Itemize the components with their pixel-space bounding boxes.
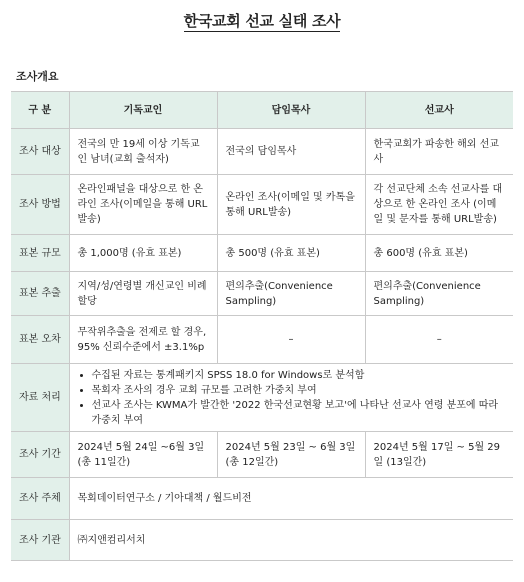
header-pastors: 담임목사: [217, 92, 365, 129]
cell-sampling-christians: 지역/성/연령별 개신교인 비례할당: [69, 272, 217, 316]
table-row-period: [11, 432, 513, 478]
row-label-processing: 자료 처리: [11, 364, 69, 432]
row-label-period: 조사 기간: [11, 432, 69, 478]
list-item: • 선교사 조사는 KWMA가 발간한 '2022 한국선교현황 보고'에 나타난 선교사 연령 분포에 따라 가중치 부여: [92, 398, 506, 428]
cell-period-pastors: 2024년 5월 23일 ~ 6월 3일 (총 12일간): [217, 432, 365, 478]
header-category: 구 분: [11, 92, 69, 129]
table-header-row: [11, 92, 513, 129]
cell-error-pastors: –: [217, 316, 365, 364]
table-row-size: [11, 235, 513, 272]
cell-period-missionaries: 2024년 5월 17일 ~ 5월 29일 (13일간): [365, 432, 513, 478]
row-label-agency: 조사 기관: [11, 520, 69, 561]
row-label-target: 조사 대상: [11, 129, 69, 175]
cell-agency-value: ㈜지앤컴리서치: [69, 520, 513, 561]
row-label-sampling: 표본 추출: [11, 272, 69, 316]
row-label-sponsor: 조사 주체: [11, 478, 69, 520]
cell-target-christians: 전국의 만 19세 이상 기독교인 남녀(교회 출석자): [69, 129, 217, 175]
cell-target-missionaries: 한국교회가 파송한 해외 선교사: [365, 129, 513, 175]
page-title: 한국교회 선교 실태 조사: [183, 12, 341, 30]
cell-sampling-missionaries: 편의추출(Convenience Sampling): [365, 272, 513, 316]
cell-error-missionaries: –: [365, 316, 513, 364]
list-item: • 수집된 자료는 통계패키지 SPSS 18.0 for Windows로 분석함: [92, 368, 506, 383]
cell-size-christians: 총 1,000명 (유효 표본): [69, 235, 217, 272]
processing-notes-list: [78, 368, 506, 428]
row-label-error: 표본 오차: [11, 316, 69, 364]
cell-error-christians: 무작위추출을 전제로 할 경우, 95% 신뢰수준에서 ±3.1%p: [69, 316, 217, 364]
table-row-method: [11, 175, 513, 235]
survey-overview-table: [11, 91, 513, 561]
cell-method-christians: 온라인패널을 대상으로 한 온라인 조사(이메일을 통해 URL발송): [69, 175, 217, 235]
table-row-error: [11, 316, 513, 364]
table-row-processing: [11, 364, 513, 432]
list-item: • 목회자 조사의 경우 교회 규모를 고려한 가중치 부여: [92, 383, 506, 398]
cell-sponsor-value: 목회데이터연구소 / 기아대책 / 월드비전: [69, 478, 513, 520]
section-label: 조사개요: [16, 70, 59, 83]
table-row-sampling: [11, 272, 513, 316]
header-christians: 기독교인: [69, 92, 217, 129]
table-row-sponsor: [11, 478, 513, 520]
cell-size-missionaries: 총 600명 (유효 표본): [365, 235, 513, 272]
cell-size-pastors: 총 500명 (유효 표본): [217, 235, 365, 272]
cell-target-pastors: 전국의 담임목사: [217, 129, 365, 175]
row-label-size: 표본 규모: [11, 235, 69, 272]
header-missionaries: 선교사: [365, 92, 513, 129]
cell-sampling-pastors: 편의추출(Convenience Sampling): [217, 272, 365, 316]
cell-processing-notes: [69, 364, 513, 432]
cell-period-christians: 2024년 5월 24일 ~6월 3일 (총 11일간): [69, 432, 217, 478]
cell-method-pastors: 온라인 조사(이메일 및 카톡을 통해 URL발송): [217, 175, 365, 235]
table-row-target: [11, 129, 513, 175]
cell-method-missionaries: 각 선교단체 소속 선교사를 대상으로 한 온라인 조사 (이메일 및 문자를 통해 URL발송): [365, 175, 513, 235]
table-row-agency: [11, 520, 513, 561]
row-label-method: 조사 방법: [11, 175, 69, 235]
